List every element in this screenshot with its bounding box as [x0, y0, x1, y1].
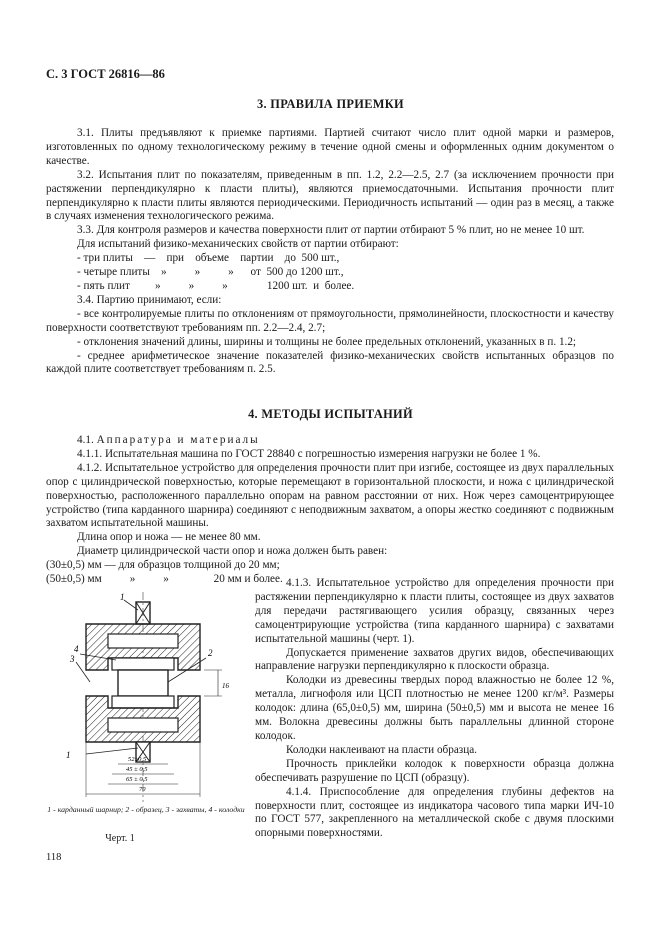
sample-line-3: - пять плит » » » 1200 шт. и более. — [77, 279, 355, 292]
page-number: 118 — [46, 852, 62, 863]
section-3-body — [46, 127, 614, 377]
paragraph-4-1-4: 4.1.4. Приспособление для определения глубины дефектов на поверхности плит, состоящее из индикатора часового типа марки ИЧ-10 по ГОСТ 577, закрепленного на металлической скобе с двумя плоскими опорными поверхностями. — [255, 785, 614, 840]
figure-label-2: 2 — [208, 648, 213, 658]
paragraph-4-1 — [46, 434, 614, 448]
diameter-intro: Диаметр цилиндрической части опор и ножа должен быть равен: — [77, 545, 388, 558]
figure-1-drawing — [46, 592, 251, 802]
sample-line-1: - три плиты — при объеме партии до 500 шт., — [77, 252, 340, 265]
paragraph-4-1-2: 4.1.2. Испытательное устройство для определения прочности плит при изгибе, состоящее из двух параллельных опор с цилиндрической поверхностью, которые перемещают в горизонтальной плоскости, и ножа с цилиндрической поверхностью, расположенного параллельно опорам на равном расстоянии от них. Нож через самоцентрирующее устройство (типа карданного шарнира) соединяют с неподвижным захватом, а опоры жестко соединяют с подвижным захватом испытательной машины. — [46, 461, 614, 530]
figure-label-4: 4 — [74, 644, 79, 654]
paragraph-3-3: 3.3. Для контроля размеров и качества поверхности плит от партии отбирают 5 % плит, но не менее 10 шт. — [77, 224, 585, 237]
dimension-45: 45 ± 0,5 — [126, 766, 148, 773]
condition-2: - отклонения значений длины, ширины и толщины не более предельных отклонений, указанных в п. 1.2; — [77, 335, 577, 348]
dimension-65: 65 ± 0,5 — [126, 776, 148, 783]
page-header: С. 3 ГОСТ 26816—86 — [46, 67, 165, 81]
dimension-side: 16 — [222, 682, 229, 690]
paragraph-3-1: 3.1. Плиты предъявляют к приемке партиями. Партией считают число плит одной марки и размеров, изготовленных по одному технологическому режиму в течение одной смены и оформленных одним документом о качестве. — [46, 127, 614, 167]
section-4-title: 4. МЕТОДЫ ИСПЫТАНИЙ — [248, 407, 413, 421]
condition-1: - все контролируемые плиты по отклонениям от прямоугольности, прямолинейности, плоскостности и качеству поверхности соответствуют требованиям пп. 2.2—2.4, 2.7; — [46, 307, 614, 334]
dimension-52: 52±0,5 — [128, 756, 147, 763]
block-upper — [112, 658, 174, 670]
condition-3: - среднее арифметическое значение показателей физико-механических свойств испытанных образцов по каждой плите соответствует требованиям п. 2.5. — [46, 349, 614, 376]
figure-title: Черт. 1 — [105, 833, 135, 844]
sample-line-2: - четыре плиты » » » от 500 до 1200 шт., — [77, 266, 344, 279]
paragraph-3-3-b: Для испытаний физико-механических свойств от партии отбирают: — [77, 238, 399, 251]
figure-label-3: 3 — [70, 654, 75, 664]
paragraph-4-1-3-b: Допускается применение захватов других видов, обеспечивающих направление нагрузки перпендикулярно к плоскости образца. — [255, 646, 614, 673]
paragraph-4-1-3: 4.1.3. Испытательное устройство для определения прочности при растяжении перпендикулярно к пласти плиты, состоящее из двух захватов для передачи растягивающего усилия образцу, связанных через самоцентрирующие устройства (типа карданного шарнира) с захватами испытательной машины (черт. 1). — [255, 577, 614, 645]
paragraph-4-1-3-d: Колодки наклеивают на пласти образца. — [286, 743, 477, 756]
section-4-body — [46, 434, 614, 587]
figure-label-1-bottom: 1 — [66, 750, 71, 760]
paragraph-4-1-3-c: Колодки из древесины твердых пород влажностью не более 12 %, металла, лигнофоля или ЦСП плотностью не менее 1200 кг/м³. Размеры колодок: длина (65,0±0,5) мм, ширина (50±0,5) мм и высота не менее 16 мм. Волокна древесины должны быть параллельны длинной стороне колодок. — [255, 674, 614, 742]
section-3-title: 3. ПРАВИЛА ПРИЕМКИ — [257, 97, 404, 111]
dimension-70: 70 — [139, 786, 146, 793]
figure-caption: 1 - карданный шарнир; 2 - образец, 3 - захваты, 4 - колодки — [47, 805, 245, 814]
figure-label-1: 1 — [120, 592, 125, 602]
block-lower — [112, 696, 174, 708]
paragraph-4-1-number: 4.1. — [77, 434, 94, 446]
paragraph-3-2: 3.2. Испытания плит по показателям, приведенным в пп. 1.2, 2.2—2.5, 2.7 (за исключением прочности при растяжении перпендикулярно к пласти плиты), являются приемосдаточными. Испытания прочности плит перпендикулярно к пласти плиты являются периодическими. Периодичность испытаний — один раз в месяц, а также в случаях изменения технологического режима. — [46, 168, 614, 223]
right-column-text — [255, 577, 614, 841]
paragraph-4-1-3-e: Прочность приклейки колодок к поверхности образца должна обеспечивать разрушение по ЦСП (образцу). — [255, 757, 614, 784]
diameter-2: (50±0,5) мм » » 20 мм и более. — [46, 573, 283, 586]
support-length: Длина опор и ножа — не менее 80 мм. — [77, 531, 261, 544]
paragraph-3-4: 3.4. Партию принимают, если: — [77, 293, 222, 306]
diameter-1: (30±0,5) мм — для образцов толщиной до 20 мм; — [46, 559, 280, 572]
paragraph-4-1-1: 4.1.1. Испытательная машина по ГОСТ 28840 с погрешностью измерения нагрузки не более 1 %. — [77, 447, 541, 460]
specimen — [118, 670, 168, 696]
paragraph-4-1-heading: Аппаратура и материалы — [96, 434, 260, 446]
